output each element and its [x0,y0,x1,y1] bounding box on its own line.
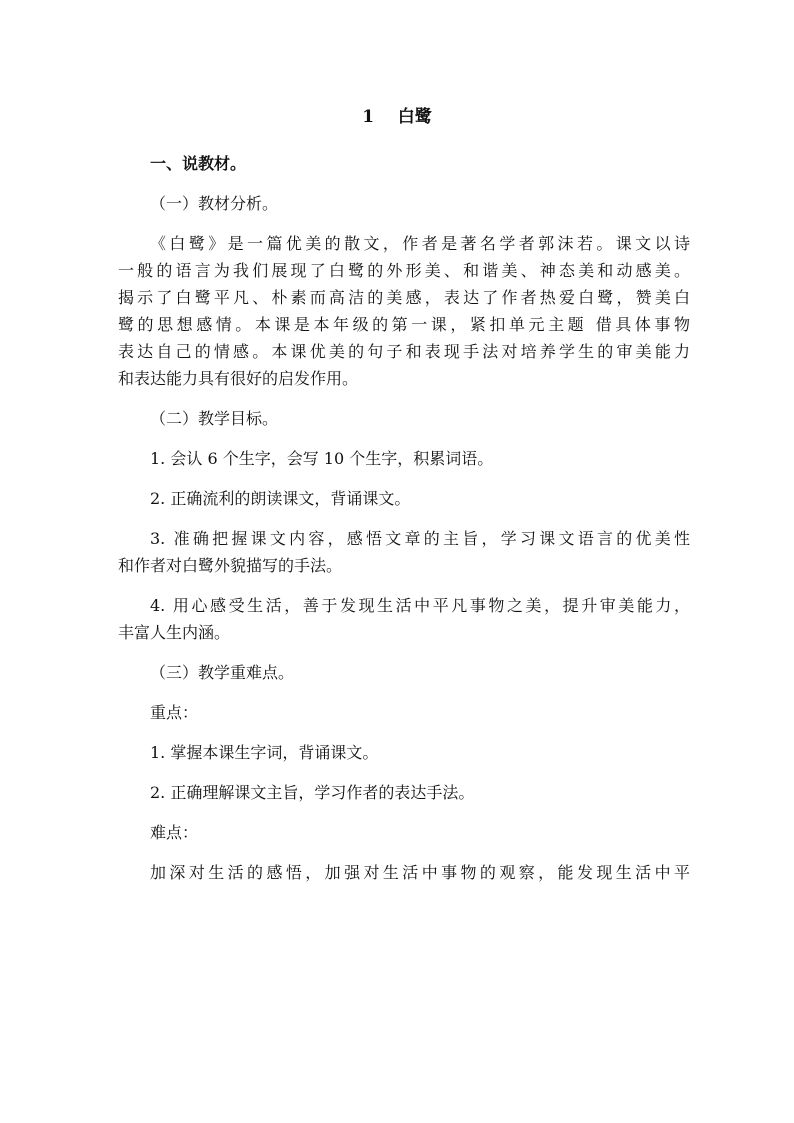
label-difficult-points: 难点： [150,823,199,842]
text-line: 4. 用心感受生活，善于发现生活中平凡事物之美，提升审美能力， [150,596,690,615]
document-body [118,146,690,895]
paragraph-textbook-analysis [118,226,690,401]
text-line: 加深对生活的感悟，加强对生活中事物的观察，能发现生活中平 [150,863,690,882]
goal-item-1: 1. 会认 6 个生字，会写 10 个生字，积累词语。 [150,449,494,468]
text-line: 3. 准确把握课文内容，感悟文章的主旨，学习课文语言的优美性 [150,529,690,548]
key-point-1: 1. 掌握本课生字词，背诵课文。 [150,743,379,762]
text-line: 《白鹭》是一篇优美的散文，作者是著名学者郭沫若。课文以诗 [150,234,690,253]
text-line: 鹭的思想感情。本课是本年级的第一课，紧扣单元主题 借具体事物 [118,315,690,334]
label-key-points: 重点： [150,703,199,722]
text-line: 丰富人生内涵。 [118,623,231,642]
text-line: 和作者对白鹭外貌描写的手法。 [118,556,343,575]
goal-item-4 [118,588,690,655]
text-line: 一般的语言为我们展现了白鹭的外形美、和谐美、神态美和动感美。 [118,261,690,280]
text-line: 和表达能力具有很好的启发作用。 [118,369,359,388]
text-line: 揭示了白鹭平凡、朴素而高洁的美感，表达了作者热爱白鹭，赞美白 [118,288,690,307]
heading-teaching-goals: （二）教学目标。 [150,409,279,428]
paragraph-difficult-points [118,855,690,895]
heading-textbook-analysis: （一）教材分析。 [150,194,279,213]
heading-key-difficult-points: （三）教学重难点。 [150,663,295,682]
goal-item-2: 2. 正确流利的朗读课文，背诵课文。 [150,489,411,508]
document-title: 1 白鹭 [362,107,432,127]
key-point-2: 2. 正确理解课文主旨，学习作者的表达手法。 [150,783,475,802]
heading-say-textbook: 一、说教材。 [150,154,247,173]
text-line: 表达自己的情感。本课优美的句子和表现手法对培养学生的审美能力 [118,342,690,361]
goal-item-3 [118,521,690,588]
